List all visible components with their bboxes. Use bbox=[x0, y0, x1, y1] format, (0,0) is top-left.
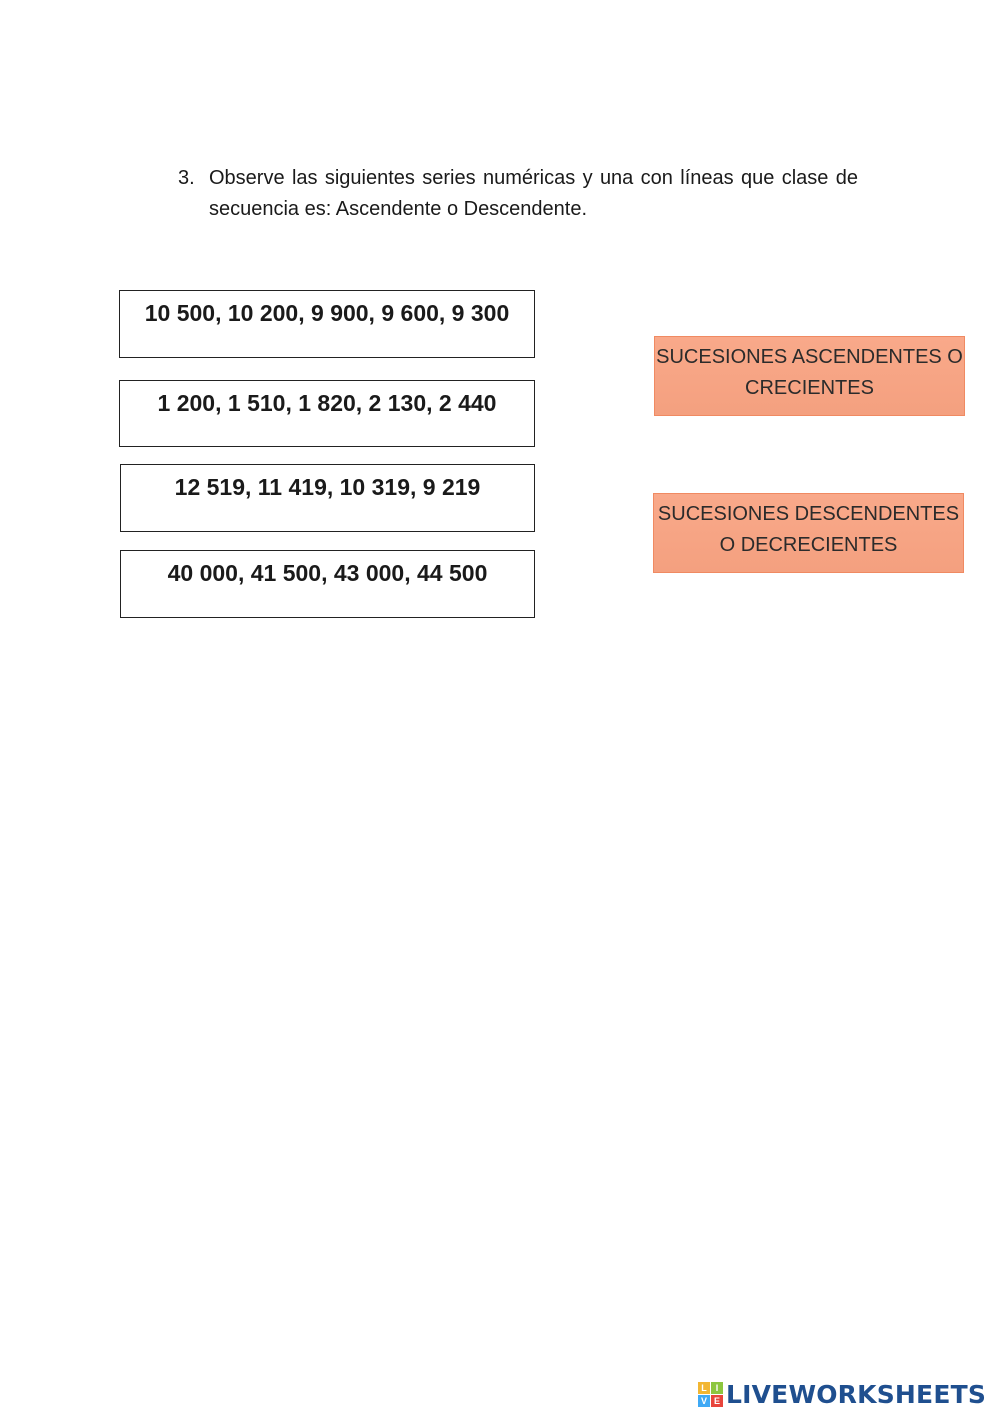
category-descending[interactable] bbox=[653, 493, 964, 573]
series-label: 12 519, 11 419, 10 319, 9 219 bbox=[174, 474, 481, 500]
series-label: 40 000, 41 500, 43 000, 44 500 bbox=[167, 560, 488, 586]
logo-text: LIVEWORKSHEETS bbox=[726, 1379, 987, 1409]
series-box-4[interactable] bbox=[120, 550, 535, 618]
logo-mark-cell: E bbox=[711, 1395, 723, 1407]
series-box-2[interactable] bbox=[119, 380, 535, 447]
logo-mark-cell: L bbox=[698, 1382, 710, 1394]
category-descending-line2: O DECRECIENTES bbox=[719, 534, 898, 556]
category-ascending-line2: CRECIENTES bbox=[745, 377, 874, 399]
series-box-1[interactable] bbox=[119, 290, 535, 358]
logo-mark-cell: I bbox=[711, 1382, 723, 1394]
liveworksheets-logo bbox=[698, 1378, 986, 1410]
logo-mark-icon bbox=[698, 1382, 723, 1407]
instruction bbox=[178, 163, 858, 225]
category-ascending-line1: SUCESIONES ASCENDENTES O bbox=[656, 346, 963, 368]
series-label: 1 200, 1 510, 1 820, 2 130, 2 440 bbox=[157, 390, 497, 416]
category-descending-line1: SUCESIONES DESCENDENTES bbox=[657, 503, 960, 525]
category-ascending[interactable] bbox=[654, 336, 965, 416]
instruction-text: Observe las siguientes series numéricas y una con líneas que clase de secuencia es: Ascendente o Descendente. bbox=[209, 167, 858, 220]
logo-mark-cell: V bbox=[698, 1395, 710, 1407]
instruction-number: 3. bbox=[178, 167, 195, 189]
series-label: 10 500, 10 200, 9 900, 9 600, 9 300 bbox=[144, 300, 510, 326]
series-box-3[interactable] bbox=[120, 464, 535, 532]
